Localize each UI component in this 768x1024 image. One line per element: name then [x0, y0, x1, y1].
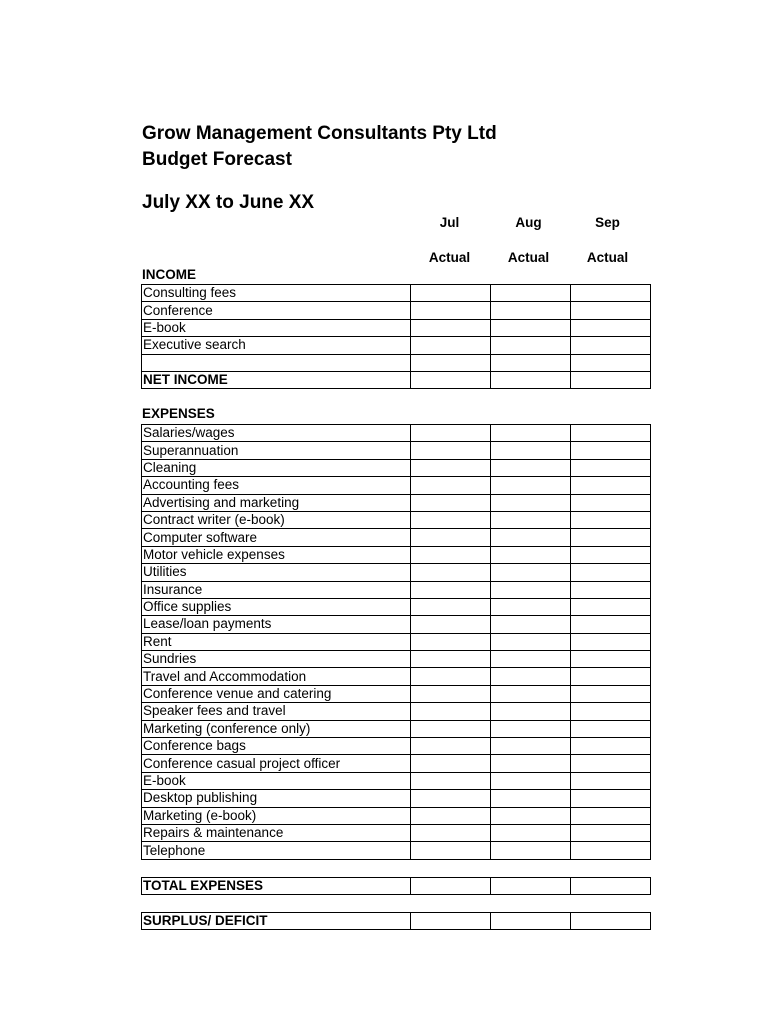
expenses-row-jul-cell[interactable]: [411, 824, 491, 841]
income-row: [142, 337, 651, 354]
expenses-row-sep-cell[interactable]: [571, 720, 651, 737]
expenses-row-label: Utilities: [142, 564, 411, 581]
expenses-row-label: Motor vehicle expenses: [142, 546, 411, 563]
expenses-row-sep-cell[interactable]: [571, 790, 651, 807]
column-month-sep: Sep: [595, 215, 620, 230]
expenses-row-sep-cell[interactable]: [571, 546, 651, 563]
expenses-row-sep-cell[interactable]: [571, 703, 651, 720]
expenses-row-aug-cell[interactable]: [491, 564, 571, 581]
expenses-row-jul-cell[interactable]: [411, 546, 491, 563]
expenses-row-aug-cell[interactable]: [491, 616, 571, 633]
expenses-row-label: E-book: [142, 772, 411, 789]
expenses-row-sep-cell[interactable]: [571, 564, 651, 581]
expenses-row: [142, 616, 651, 633]
expenses-row: [142, 459, 651, 476]
expenses-row-jul-cell[interactable]: [411, 755, 491, 772]
expenses-row-aug-cell[interactable]: [491, 842, 571, 859]
expenses-row: [142, 685, 651, 702]
total-expenses-jul-cell[interactable]: [411, 878, 491, 895]
expenses-row-label: Speaker fees and travel: [142, 703, 411, 720]
column-month-jul: Jul: [439, 215, 460, 230]
surplus-deficit-sep-cell[interactable]: [571, 913, 651, 930]
expenses-row-aug-cell[interactable]: [491, 790, 571, 807]
expenses-row: [142, 511, 651, 528]
expenses-row-jul-cell[interactable]: [411, 738, 491, 755]
expenses-row-aug-cell[interactable]: [491, 459, 571, 476]
expenses-row-aug-cell[interactable]: [491, 494, 571, 511]
expenses-row-aug-cell[interactable]: [491, 703, 571, 720]
expenses-row-aug-cell[interactable]: [491, 546, 571, 563]
expenses-row-aug-cell[interactable]: [491, 511, 571, 528]
expenses-row-label: Repairs & maintenance: [142, 824, 411, 841]
income-heading: INCOME: [142, 267, 196, 282]
income-row-sep-cell[interactable]: [571, 337, 651, 354]
income-row-aug-cell[interactable]: [491, 319, 571, 336]
expenses-row: [142, 529, 651, 546]
expenses-row-label: Salaries/wages: [142, 425, 411, 442]
income-row-aug-cell[interactable]: [491, 302, 571, 319]
expenses-row-sep-cell[interactable]: [571, 651, 651, 668]
expenses-row-label: Lease/loan payments: [142, 616, 411, 633]
total-expenses-table: [141, 877, 651, 895]
expenses-row-aug-cell[interactable]: [491, 529, 571, 546]
expenses-row-label: Desktop publishing: [142, 790, 411, 807]
expenses-row-sep-cell[interactable]: [571, 598, 651, 615]
expenses-row-label: Conference casual project officer: [142, 755, 411, 772]
income-row: [142, 354, 651, 371]
expenses-row: [142, 494, 651, 511]
expenses-row-jul-cell[interactable]: [411, 807, 491, 824]
expenses-row-aug-cell[interactable]: [491, 755, 571, 772]
income-row-label: E-book: [142, 319, 411, 336]
expenses-row: [142, 824, 651, 841]
income-total-row-sep-cell[interactable]: [571, 371, 651, 388]
expenses-row-sep-cell[interactable]: [571, 459, 651, 476]
expenses-row-label: Conference venue and catering: [142, 685, 411, 702]
column-type-sep: Actual: [586, 250, 629, 265]
column-type-aug: Actual: [507, 250, 550, 265]
expenses-row-jul-cell[interactable]: [411, 529, 491, 546]
income-row-label: Consulting fees: [142, 285, 411, 302]
income-row-label: Conference: [142, 302, 411, 319]
expenses-row-jul-cell[interactable]: [411, 616, 491, 633]
expenses-row-jul-cell[interactable]: [411, 668, 491, 685]
expenses-row-sep-cell[interactable]: [571, 494, 651, 511]
expenses-row-aug-cell[interactable]: [491, 668, 571, 685]
expenses-row-label: Conference bags: [142, 738, 411, 755]
total-expenses-row: [142, 878, 651, 895]
expenses-row: [142, 651, 651, 668]
expenses-row-label: Office supplies: [142, 598, 411, 615]
total-expenses-sep-cell[interactable]: [571, 878, 651, 895]
expenses-row-jul-cell[interactable]: [411, 790, 491, 807]
surplus-deficit-jul-cell[interactable]: [411, 913, 491, 930]
expenses-row: [142, 703, 651, 720]
expenses-row-sep-cell[interactable]: [571, 616, 651, 633]
total-expenses-label: TOTAL EXPENSES: [142, 878, 411, 895]
income-row: [142, 285, 651, 302]
expenses-row-sep-cell[interactable]: [571, 511, 651, 528]
expenses-heading: EXPENSES: [142, 406, 215, 421]
expenses-row: [142, 477, 651, 494]
expenses-row-label: Sundries: [142, 651, 411, 668]
expenses-table: [141, 424, 651, 860]
expenses-row-aug-cell[interactable]: [491, 651, 571, 668]
expenses-row-aug-cell[interactable]: [491, 598, 571, 615]
expenses-row-aug-cell[interactable]: [491, 425, 571, 442]
expenses-row-jul-cell[interactable]: [411, 494, 491, 511]
income-row-sep-cell[interactable]: [571, 302, 651, 319]
expenses-row-label: Marketing (e-book): [142, 807, 411, 824]
income-row: [142, 302, 651, 319]
expenses-row-jul-cell[interactable]: [411, 425, 491, 442]
expenses-row-aug-cell[interactable]: [491, 477, 571, 494]
company-name: Grow Management Consultants Pty Ltd: [142, 123, 497, 144]
income-row-jul-cell[interactable]: [411, 285, 491, 302]
expenses-row-aug-cell[interactable]: [491, 772, 571, 789]
expenses-row-label: Telephone: [142, 842, 411, 859]
expenses-row-sep-cell[interactable]: [571, 668, 651, 685]
income-total-row-jul-cell[interactable]: [411, 371, 491, 388]
expenses-row: [142, 668, 651, 685]
expenses-row-jul-cell[interactable]: [411, 564, 491, 581]
expenses-row: [142, 546, 651, 563]
expenses-row-aug-cell[interactable]: [491, 633, 571, 650]
expenses-row-jul-cell[interactable]: [411, 633, 491, 650]
expenses-row-label: Accounting fees: [142, 477, 411, 494]
expenses-row-jul-cell[interactable]: [411, 772, 491, 789]
surplus-deficit-table: [141, 912, 651, 930]
income-total-row-aug-cell[interactable]: [491, 371, 571, 388]
income-row: [142, 319, 651, 336]
expenses-row-label: Superannuation: [142, 442, 411, 459]
expenses-row-aug-cell[interactable]: [491, 720, 571, 737]
expenses-row-sep-cell[interactable]: [571, 442, 651, 459]
income-row-aug-cell[interactable]: [491, 354, 571, 371]
expenses-row-sep-cell[interactable]: [571, 477, 651, 494]
expenses-row-sep-cell[interactable]: [571, 425, 651, 442]
column-month-aug: Aug: [515, 215, 542, 230]
surplus-deficit-aug-cell[interactable]: [491, 913, 571, 930]
expenses-row-label: Insurance: [142, 581, 411, 598]
income-row-jul-cell[interactable]: [411, 302, 491, 319]
expenses-row-jul-cell[interactable]: [411, 442, 491, 459]
expenses-row-sep-cell[interactable]: [571, 807, 651, 824]
income-row-sep-cell[interactable]: [571, 354, 651, 371]
expenses-row-label: Contract writer (e-book): [142, 511, 411, 528]
expenses-row-sep-cell[interactable]: [571, 772, 651, 789]
expenses-row-jul-cell[interactable]: [411, 703, 491, 720]
expenses-row-aug-cell[interactable]: [491, 685, 571, 702]
expenses-row-sep-cell[interactable]: [571, 685, 651, 702]
income-row-sep-cell[interactable]: [571, 285, 651, 302]
income-row-label: Executive search: [142, 337, 411, 354]
expenses-row: [142, 755, 651, 772]
budget-period: July XX to June XX: [142, 192, 315, 213]
expenses-row-aug-cell[interactable]: [491, 824, 571, 841]
total-expenses-aug-cell[interactable]: [491, 878, 571, 895]
expenses-row-sep-cell[interactable]: [571, 824, 651, 841]
column-type-jul: Actual: [428, 250, 471, 265]
expenses-row-jul-cell[interactable]: [411, 459, 491, 476]
income-row-jul-cell[interactable]: [411, 337, 491, 354]
surplus-deficit-label: SURPLUS/ DEFICIT: [142, 913, 411, 930]
expenses-row-jul-cell[interactable]: [411, 720, 491, 737]
expenses-row-label: Advertising and marketing: [142, 494, 411, 511]
expenses-row: [142, 807, 651, 824]
expenses-row: [142, 598, 651, 615]
expenses-row: [142, 720, 651, 737]
expenses-row-jul-cell[interactable]: [411, 651, 491, 668]
income-total-row: [142, 371, 651, 388]
expenses-row-label: Travel and Accommodation: [142, 668, 411, 685]
income-total-row-label: NET INCOME: [142, 371, 411, 388]
expenses-row-label: Cleaning: [142, 459, 411, 476]
expenses-row: [142, 790, 651, 807]
income-row-jul-cell[interactable]: [411, 319, 491, 336]
income-row-aug-cell[interactable]: [491, 337, 571, 354]
expenses-row-sep-cell[interactable]: [571, 842, 651, 859]
expenses-row-aug-cell[interactable]: [491, 738, 571, 755]
expenses-row-aug-cell[interactable]: [491, 581, 571, 598]
expenses-row-label: Rent: [142, 633, 411, 650]
expenses-row: [142, 442, 651, 459]
expenses-row-jul-cell[interactable]: [411, 477, 491, 494]
expenses-row-label: Marketing (conference only): [142, 720, 411, 737]
expenses-row-sep-cell[interactable]: [571, 755, 651, 772]
expenses-row-jul-cell[interactable]: [411, 685, 491, 702]
expenses-row: [142, 842, 651, 859]
document-title: Budget Forecast: [142, 149, 292, 170]
income-row-jul-cell[interactable]: [411, 354, 491, 371]
expenses-row-aug-cell[interactable]: [491, 442, 571, 459]
expenses-row: [142, 633, 651, 650]
expenses-row: [142, 564, 651, 581]
income-table: [141, 284, 651, 389]
expenses-row-sep-cell[interactable]: [571, 633, 651, 650]
surplus-deficit-row: [142, 913, 651, 930]
expenses-row: [142, 581, 651, 598]
expenses-row-jul-cell[interactable]: [411, 598, 491, 615]
expenses-row-jul-cell[interactable]: [411, 511, 491, 528]
expenses-row-jul-cell[interactable]: [411, 842, 491, 859]
expenses-row-sep-cell[interactable]: [571, 581, 651, 598]
expenses-row-jul-cell[interactable]: [411, 581, 491, 598]
income-row-sep-cell[interactable]: [571, 319, 651, 336]
expenses-row: [142, 425, 651, 442]
expenses-row: [142, 772, 651, 789]
expenses-row: [142, 738, 651, 755]
expenses-row-label: Computer software: [142, 529, 411, 546]
income-row-aug-cell[interactable]: [491, 285, 571, 302]
expenses-row-sep-cell[interactable]: [571, 529, 651, 546]
income-row-label: [142, 354, 411, 371]
expenses-row-aug-cell[interactable]: [491, 807, 571, 824]
expenses-row-sep-cell[interactable]: [571, 738, 651, 755]
